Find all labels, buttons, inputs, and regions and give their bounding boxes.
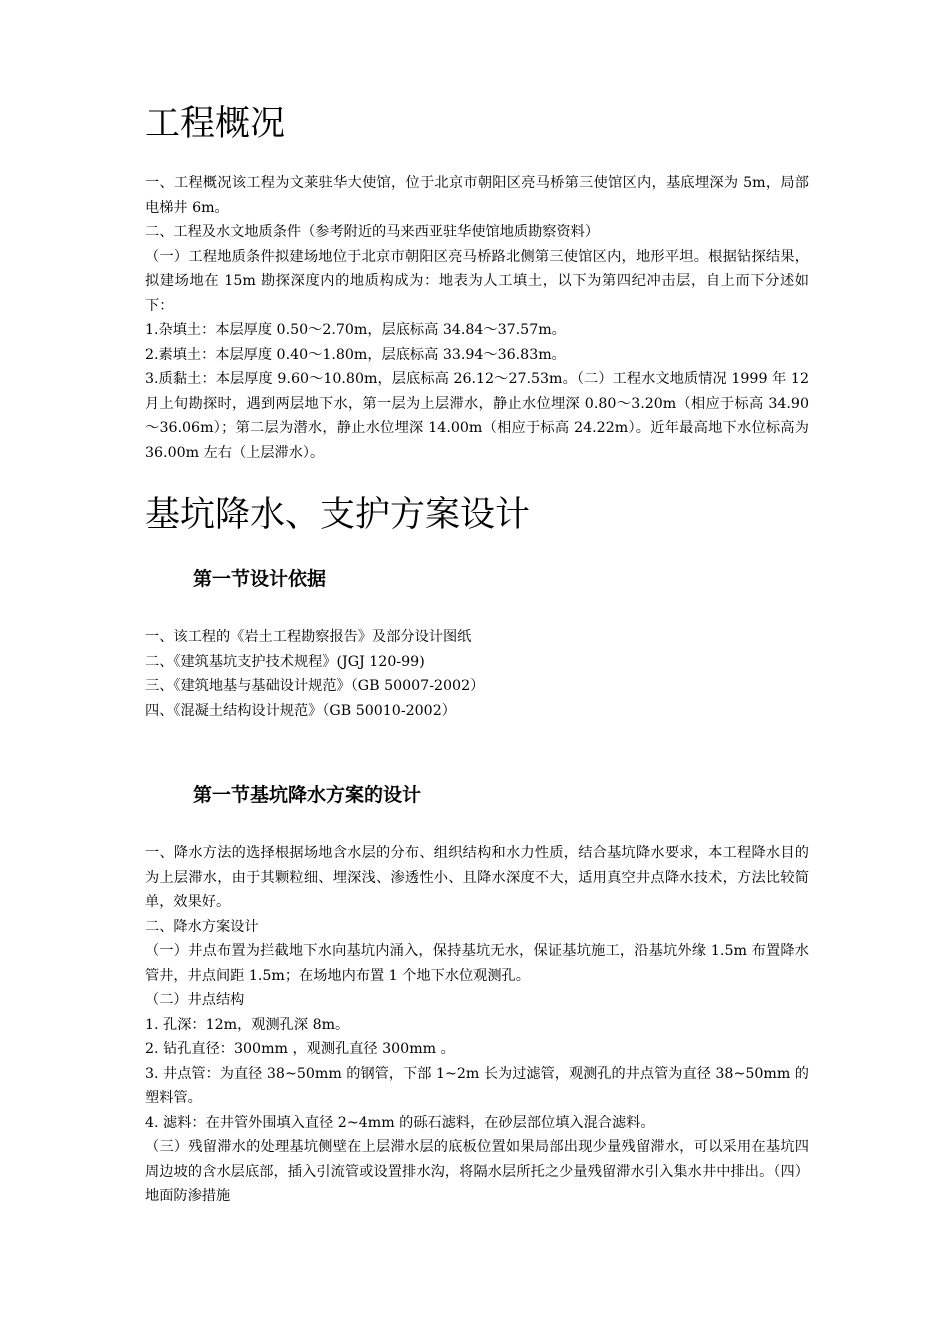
scheme-paragraph-9: （三）残留滞水的处理基坑侧壁在上层滞水层的底板位置如果局部出现少量残留滞水，可以采用在基坑四周边坡的含水层底部，插入引流管或设置排水沟，将隔水层所托之少量残留滞水引入集水井中排出。（四）地面防渗措施 <box>145 1139 809 1204</box>
scheme-paragraph-8: 4. 滤料：在井管外围填入直径 2~4mm 的砾石滤料，在砂层部位填入混合滤料。 <box>145 1114 655 1131</box>
overview-paragraph-1: 一、工程概况该工程为文莱驻华大使馆，位于北京市朝阳区亮马桥第三使馆区内，基底埋深为 5m，局部电梯井 6m。 <box>145 175 809 216</box>
overview-paragraph-4: 1.杂填土：本层厚度 0.50～2.70m，层底标高 34.84～37.57m。 <box>145 322 566 338</box>
design-basis-list <box>145 625 809 723</box>
design-basis-item-4: 四、《混凝土结构设计规范》（GB 50010-2002） <box>145 702 456 719</box>
subsection-title-design-basis: 第一节设计依据 <box>193 568 327 590</box>
scheme-paragraph-1: 一、降水方法的选择根据场地含水层的分布、组织结构和水力性质，结合基坑降水要求，本工程降水目的为上层滞水，由于其颗粒细、埋深浅、渗透性小、且降水深度不大，适用真空井点降水技术，方法比较简单，效果好。 <box>145 845 809 910</box>
scheme-paragraph-7: 3. 井点管：为直径 38~50mm 的钢管，下部 1~2m 长为过滤管，观测孔的井点管为直径 38~50mm 的塑料管。 <box>145 1065 809 1106</box>
overview-paragraph-6: 3.质黏土：本层厚度 9.60～10.80m，层底标高 26.12～27.53m。（二）工程水文地质情况 1999 年 12 月上旬勘探时，遇到两层地下水，第一层为上层滞水，静止水位埋深 0.80～3.20m（相应于标高 34.90～36.06m）；第二层为潜水，静止水位埋深 14.00m（相应于标高 24.22m）。近年最高地下水位标高为 36.00m 左右（上层滞水）。 <box>145 371 809 461</box>
scheme-paragraph-3: （一）井点布置为拦截地下水向基坑内涌入，保持基坑无水，保证基坑施工，沿基坑外缘 1.5m 布置降水管井，井点间距 1.5m；在场地内布置 1 个地下水位观测孔。 <box>145 943 809 984</box>
design-basis-item-2: 二、《建筑基坑支护技术规程》(JGJ 120-99) <box>145 653 425 670</box>
scheme-paragraph-6: 2. 钻孔直径：300mm ，观测孔直径 300mm 。 <box>145 1041 455 1057</box>
overview-paragraph-2: 二、工程及水文地质条件（参考附近的马来西亚驻华使馆地质勘察资料） <box>145 224 600 240</box>
dewatering-scheme-body <box>145 841 809 1209</box>
overview-paragraph-5: 2.素填土：本层厚度 0.40～1.80m，层底标高 33.94～36.83m。 <box>145 346 566 363</box>
section-title-project-overview: 工程概况 <box>145 104 286 144</box>
design-basis-item-3: 三、《建筑地基与基础设计规范》（GB 50007-2002） <box>145 678 485 694</box>
subsection-title-dewatering-scheme: 第一节基坑降水方案的设计 <box>193 784 422 806</box>
scheme-paragraph-4: （二）井点结构 <box>145 992 245 1008</box>
document-page <box>145 0 809 1209</box>
section-title-dewatering-design: 基坑降水、支护方案设计 <box>145 495 531 535</box>
scheme-paragraph-2: 二、降水方案设计 <box>145 918 259 935</box>
design-basis-item-1: 一、该工程的《岩土工程勘察报告》及部分设计图纸 <box>145 629 472 645</box>
overview-paragraph-3: （一）工程地质条件拟建场地位于北京市朝阳区亮马桥路北侧第三使馆区内，地形平坦。根据钻探结果，拟建场地在 15m 勘探深度内的地质构成为：地表为人工填土，以下为第四纪冲击层，自上而下分述如下： <box>145 248 809 314</box>
scheme-paragraph-5: 1. 孔深：12m，观测孔深 8m。 <box>145 1016 350 1033</box>
overview-body <box>145 171 809 465</box>
